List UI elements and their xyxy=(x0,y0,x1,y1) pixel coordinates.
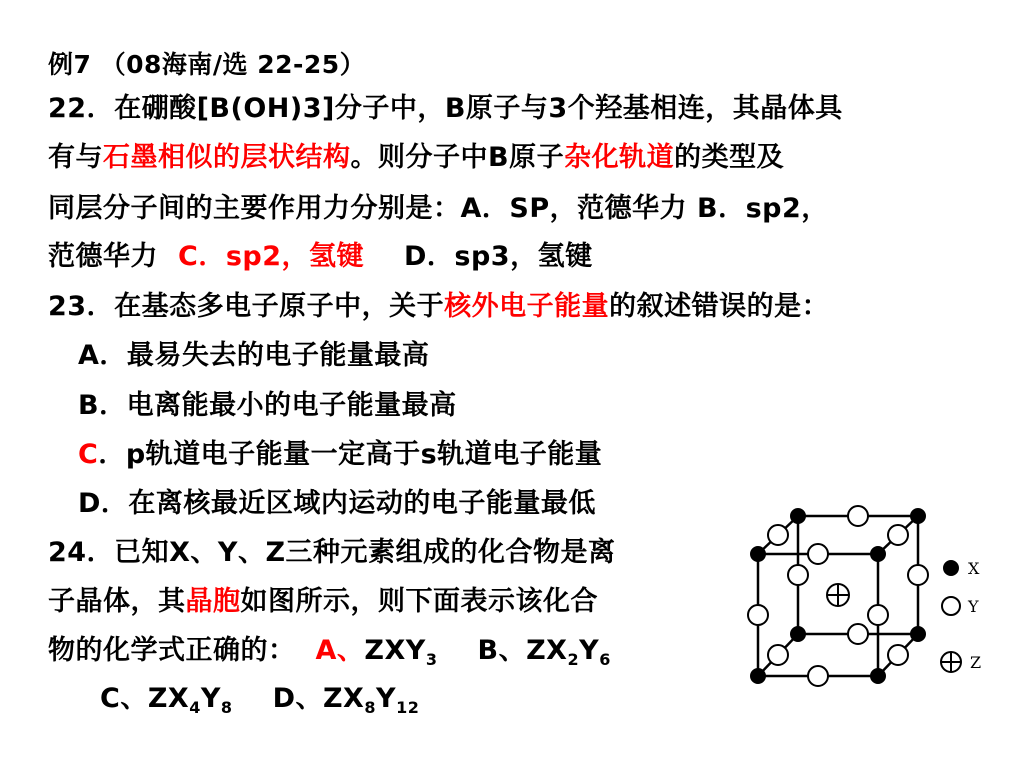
legend-x-marker xyxy=(944,561,958,575)
subscript: 6 xyxy=(599,650,611,669)
option-text: ．最易失去的电子能量最高 xyxy=(99,340,430,371)
q22-text: 有与 xyxy=(48,142,103,173)
q24-text: 如图所示，则下面表示该化合 xyxy=(240,586,598,617)
q23-option-a xyxy=(78,339,429,373)
q22-option-d: D．sp3，氢键 xyxy=(404,241,593,272)
q22-highlight-layered-structure: 石墨相似的层状结构 xyxy=(103,142,351,173)
q22-text: 22．在硼酸[B(OH)3]分子中，B原子与3个羟基相连，其晶体具 xyxy=(48,93,843,124)
q24-formula-b: Y xyxy=(579,635,600,666)
q24-line-1 xyxy=(48,536,616,570)
q24-formula-b: B、ZX xyxy=(477,635,568,666)
q22-text: 的类型及 xyxy=(674,142,785,173)
subscript: 2 xyxy=(567,650,580,669)
subscript: 8 xyxy=(220,698,233,717)
legend-z-label: Z xyxy=(970,653,982,672)
q22-text: 同层分子间的主要作用力分别是：A．SP，范德华力 B．sp2， xyxy=(48,193,829,224)
q22-line-2 xyxy=(48,141,784,175)
q24-text: 24．已知X、Y、Z三种元素组成的化合物是离 xyxy=(48,537,616,568)
q24-text: 物的化学式正确的： xyxy=(48,635,296,666)
option-letter: B xyxy=(78,390,100,421)
example-label: 例7 xyxy=(48,50,92,79)
legend-y-label: Y xyxy=(968,597,979,616)
q22-answer-c: C．sp2，氢键 xyxy=(178,241,364,272)
example-heading xyxy=(48,48,365,82)
q24-line-2 xyxy=(48,585,598,619)
subscript: 4 xyxy=(189,698,201,717)
q23-option-b xyxy=(78,389,457,423)
subscript: 3 xyxy=(425,650,438,669)
crystal-unit-cell-figure xyxy=(738,496,1000,712)
q22-line-4 xyxy=(48,240,593,274)
q23-stem xyxy=(48,290,829,324)
option-text: ．p轨道电子能量一定高于s轨道电子能量 xyxy=(98,439,603,470)
q22-text: 范德华力 xyxy=(48,241,158,272)
q24-formula-c: Y xyxy=(200,683,221,714)
subscript: 8 xyxy=(364,698,377,717)
q24-formula-d: Y xyxy=(376,683,397,714)
q23-highlight-electron-energy: 核外电子能量 xyxy=(444,291,610,322)
q24-formula-c: C、ZX xyxy=(100,683,190,714)
legend-x-label: X xyxy=(968,559,980,578)
q24-formula-a: ZXY xyxy=(364,635,426,666)
q22-highlight-hybrid-orbital: 杂化轨道 xyxy=(564,142,675,173)
q22-text: 。则分子中B原子 xyxy=(350,142,565,173)
q22-line-1 xyxy=(48,92,843,126)
example-source: （08海南/选 22-25） xyxy=(100,50,366,79)
q24-formula-d: D、ZX xyxy=(272,683,365,714)
q24-text: 子晶体，其 xyxy=(48,586,186,617)
q24-line-4 xyxy=(100,682,419,716)
option-text: ．电离能最小的电子能量最高 xyxy=(99,390,457,421)
subscript: 12 xyxy=(396,698,420,717)
q24-answer-a: A、 xyxy=(315,635,365,666)
legend-y-marker xyxy=(942,597,960,615)
q22-line-3 xyxy=(48,192,829,226)
option-letter-answer: C xyxy=(78,439,99,470)
option-letter: A xyxy=(78,340,100,371)
q23-option-c xyxy=(78,438,602,472)
q23-text: 的叙述错误的是： xyxy=(609,291,830,322)
q23-text: 23．在基态多电子原子中，关于 xyxy=(48,291,445,322)
option-text: ．在离核最近区域内运动的电子能量最低 xyxy=(100,488,596,519)
figure-legend xyxy=(941,561,961,672)
option-letter: D xyxy=(78,488,101,519)
q24-highlight-unit-cell: 晶胞 xyxy=(185,586,241,617)
q23-option-d xyxy=(78,487,596,521)
q24-line-3 xyxy=(48,634,611,668)
